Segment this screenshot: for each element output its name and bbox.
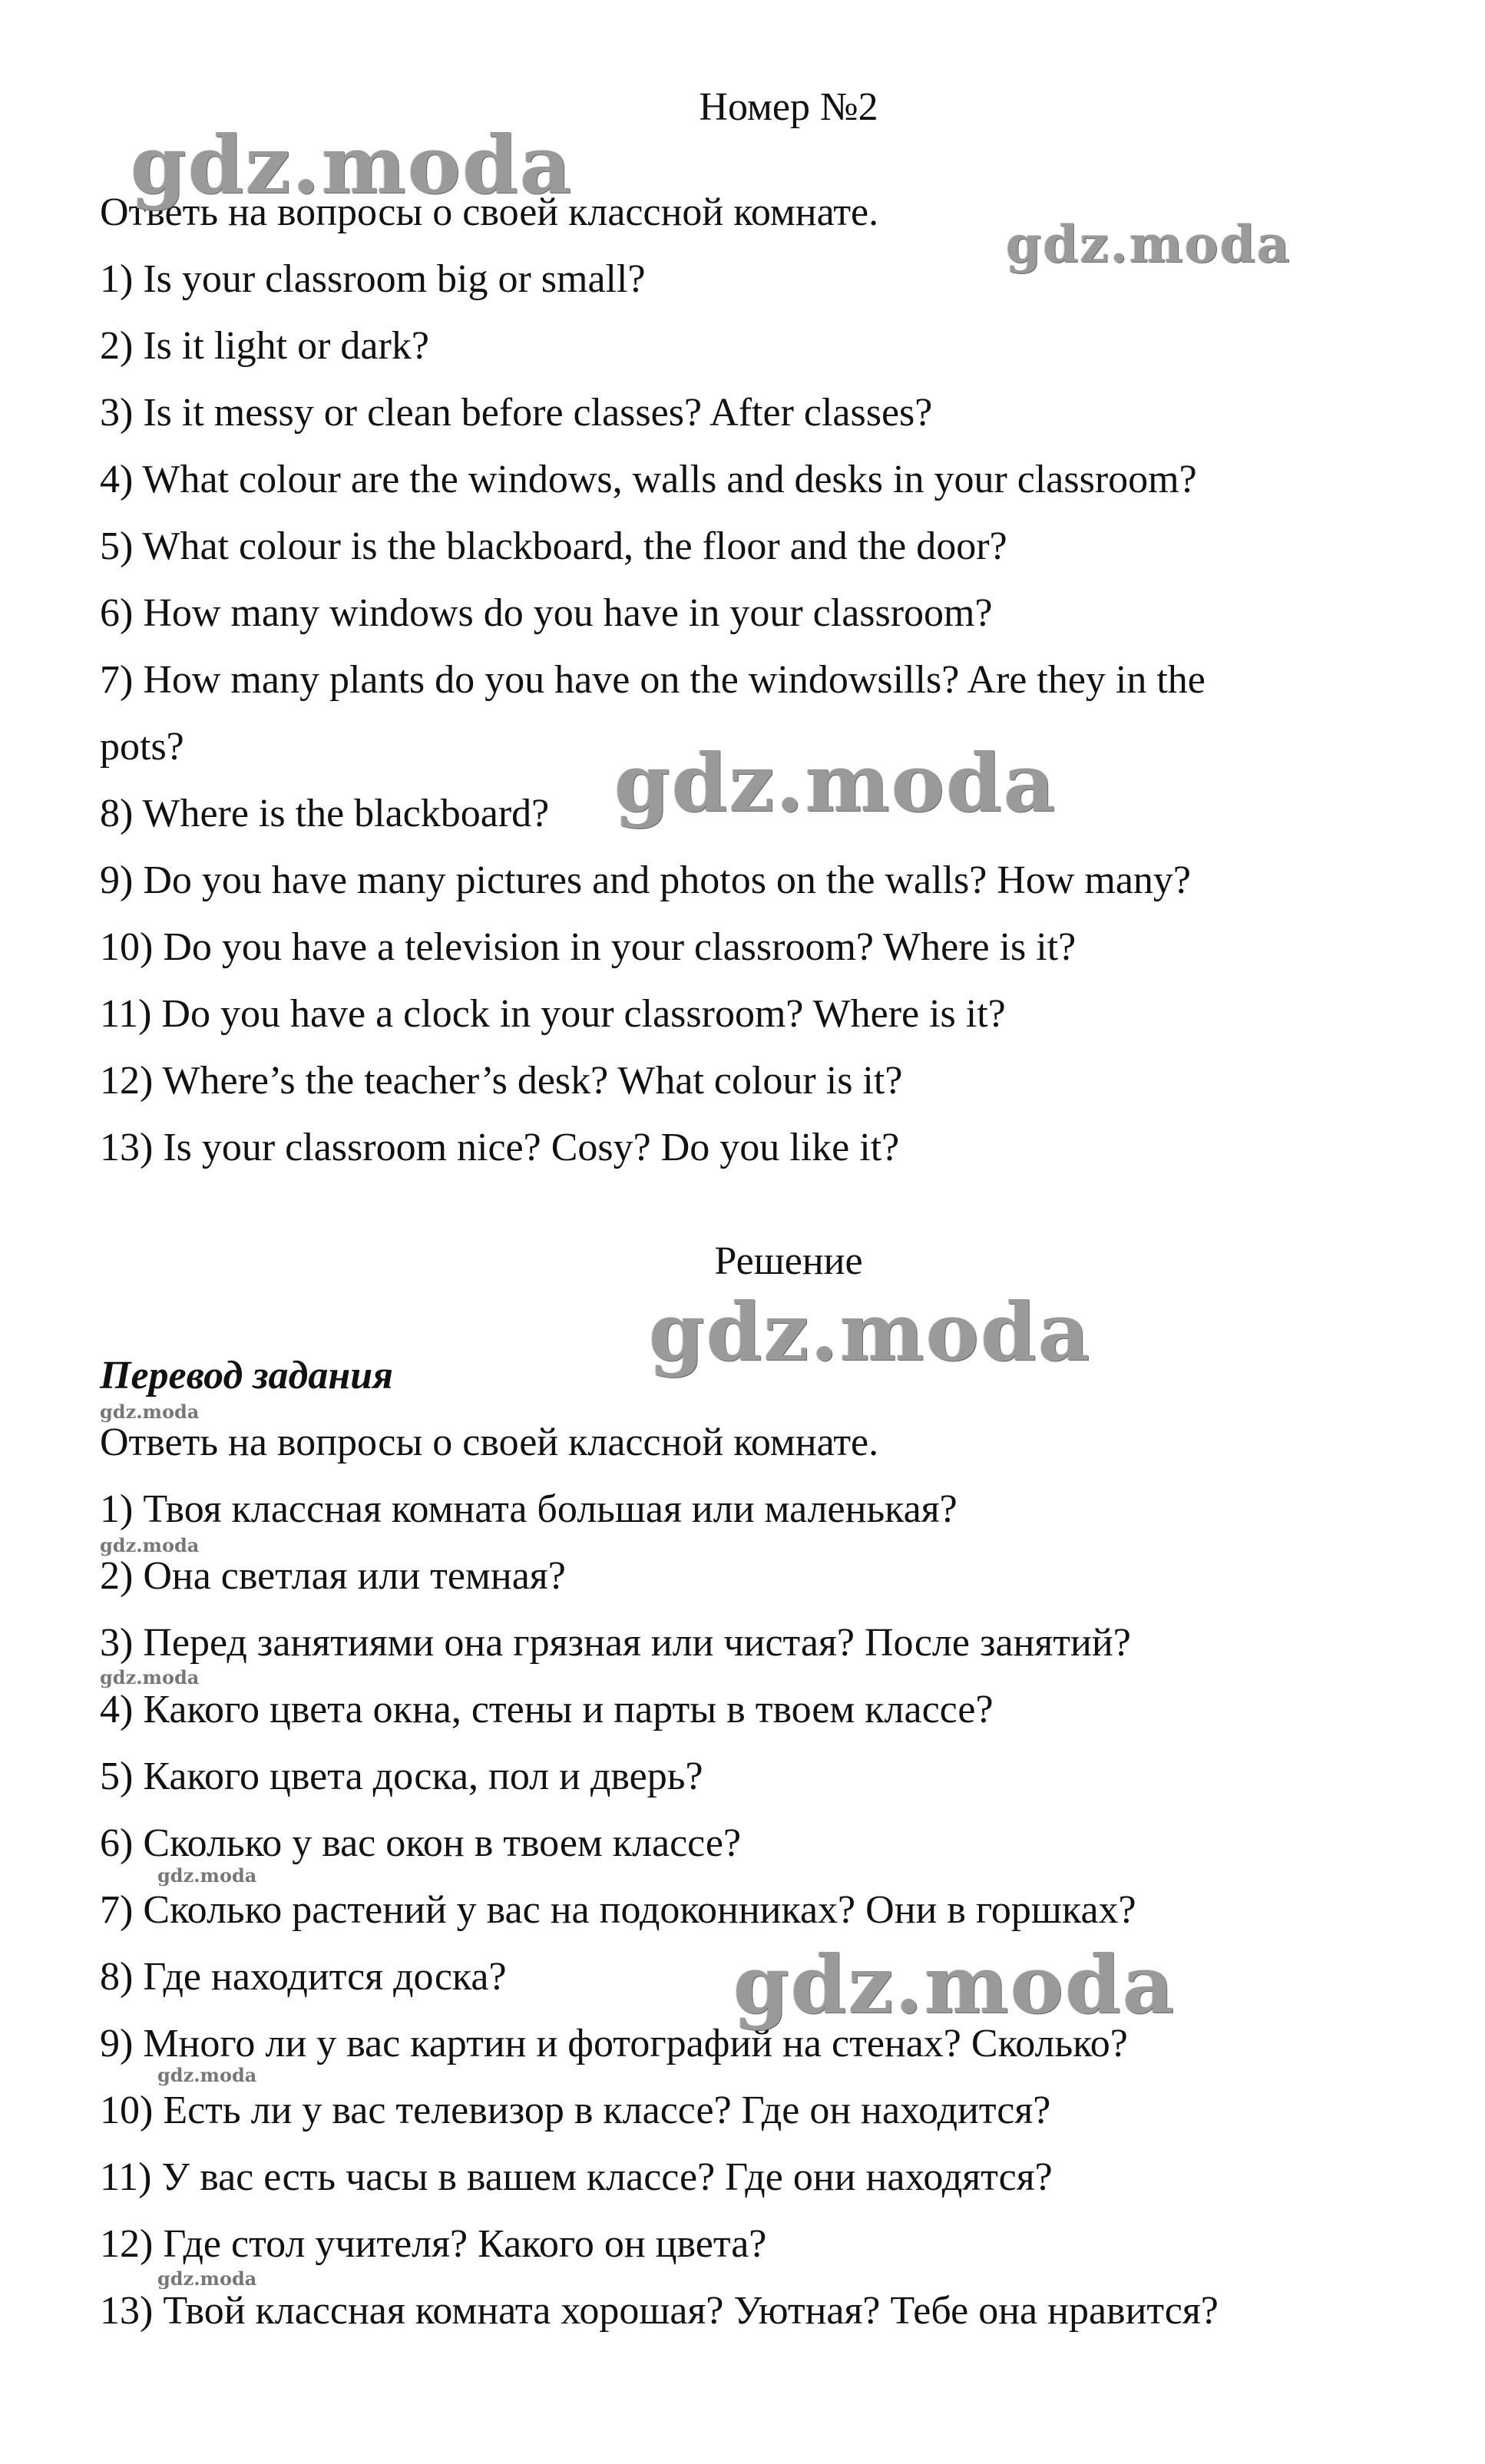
watermark-small: gdz.moda <box>157 1864 257 1887</box>
answer-line: 3) Перед занятиями она грязная или чистая? После занятий? <box>100 1621 1131 1665</box>
watermark-small: gdz.moda <box>100 1534 200 1556</box>
question-line: 2) Is it light or dark? <box>100 324 429 368</box>
watermark-logo: gdz.moda <box>733 1937 1176 2032</box>
answer-line: 9) Много ли у вас картин и фотографий на стенах? Сколько? <box>100 2022 1128 2065</box>
question-line: 12) Where’s the teacher’s desk? What colour is it? <box>100 1059 903 1103</box>
question-line: 10) Do you have a television in your classroom? Where is it? <box>100 925 1077 969</box>
question-line: 5) What colour is the blackboard, the floor and the door? <box>100 524 1007 568</box>
question-line: 11) Do you have a clock in your classroom? Where is it? <box>100 992 1006 1036</box>
question-line: 1) Is your classroom big or small? <box>100 257 646 301</box>
solution-heading: Перевод задания <box>100 1354 393 1397</box>
watermark-small: gdz.moda <box>157 2267 257 2290</box>
watermark-logo: gdz.moda <box>614 736 1057 830</box>
answer-line: 4) Какого цвета окна, стены и парты в твоем классе? <box>100 1688 994 1731</box>
answer-line: 10) Есть ли у вас телевизор в классе? Где он находится? <box>100 2089 1051 2132</box>
watermark-logo: gdz.moda <box>1006 214 1292 274</box>
answer-line: 2) Она светлая или темная? <box>100 1554 566 1598</box>
answer-line: 12) Где стол учителя? Какого он цвета? <box>100 2222 767 2266</box>
question-line: 9) Do you have many pictures and photos on the walls? How many? <box>100 858 1192 902</box>
watermark-logo: gdz.moda <box>649 1285 1092 1379</box>
answer-line: 8) Где находится доска? <box>100 1955 507 1999</box>
watermark-small: gdz.moda <box>100 1401 200 1423</box>
solution-instruction: Ответь на вопросы о своей классной комнате. <box>100 1421 879 1464</box>
question-line: 13) Is your classroom nice? Cosy? Do you like it? <box>100 1126 900 1169</box>
answer-line: 6) Сколько у вас окон в твоем классе? <box>100 1821 742 1865</box>
watermark-small: gdz.moda <box>157 2064 257 2086</box>
watermark-logo: gdz.moda <box>131 117 574 212</box>
task-number-title: Номер №2 <box>699 85 878 129</box>
answer-line: 7) Сколько растений у вас на подоконниках? Они в горшках? <box>100 1888 1136 1932</box>
answer-line: 1) Твоя классная комната большая или маленькая? <box>100 1487 957 1531</box>
task-instruction: Ответь на вопросы о своей классной комнате. <box>100 190 879 234</box>
question-line: 6) How many windows do you have in your classroom? <box>100 591 993 635</box>
question-line: 8) Where is the blackboard? <box>100 792 550 835</box>
answer-line: 5) Какого цвета доска, пол и дверь? <box>100 1755 703 1798</box>
question-line: 7) How many plants do you have on the windowsills? Are they in the <box>100 658 1206 702</box>
solution-title: Решение <box>714 1239 863 1283</box>
answer-line: 11) У вас есть часы в вашем классе? Где они находятся? <box>100 2155 1053 2199</box>
question-line: pots? <box>100 725 184 769</box>
question-line: 3) Is it messy or clean before classes? After classes? <box>100 391 933 435</box>
watermark-small: gdz.moda <box>100 1666 200 1688</box>
question-line: 4) What colour are the windows, walls and desks in your classroom? <box>100 458 1197 501</box>
answer-line: 13) Твой классная комната хорошая? Уютная? Тебе она нравится? <box>100 2289 1219 2333</box>
